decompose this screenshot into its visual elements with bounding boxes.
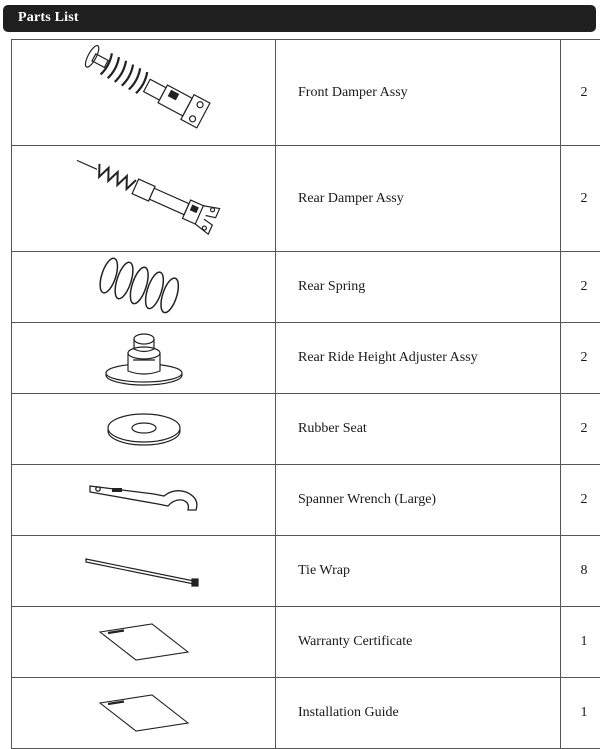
part-quantity: 1 [561,607,600,678]
part-quantity: 2 [561,252,600,323]
part-name: Front Damper Assy [276,40,561,146]
part-name: Rear Damper Assy [276,146,561,252]
spanner-wrench-icon [84,478,204,522]
part-quantity: 1 [561,678,600,749]
table-row [12,394,600,465]
part-image-cell [12,146,276,252]
rear-damper-icon [59,151,229,247]
section-title: Parts List [18,10,79,25]
front-damper-icon [59,45,229,141]
part-quantity: 2 [561,394,600,465]
rubber-seat-icon [104,409,184,449]
part-quantity: 2 [561,146,600,252]
part-image-cell [12,252,276,323]
part-quantity: 2 [561,465,600,536]
spring-icon [89,257,199,317]
parts-table [11,39,600,749]
section-header [3,5,596,32]
part-name: Spanner Wrench (Large) [276,465,561,536]
part-quantity: 8 [561,536,600,607]
part-quantity: 2 [561,323,600,394]
part-image-cell [12,394,276,465]
part-image-cell [12,607,276,678]
part-image-cell [12,465,276,536]
part-name: Rubber Seat [276,394,561,465]
part-image-cell [12,678,276,749]
table-row [12,40,600,146]
part-name: Rear Spring [276,252,561,323]
installation-guide-icon [94,691,194,735]
table-row [12,252,600,323]
table-row [12,465,600,536]
part-name: Warranty Certificate [276,607,561,678]
part-quantity: 2 [561,40,600,146]
part-name: Rear Ride Height Adjuster Assy [276,323,561,394]
ride-height-adjuster-icon [99,327,189,389]
table-row [12,323,600,394]
part-name: Tie Wrap [276,536,561,607]
table-row [12,146,600,252]
part-name: Installation Guide [276,678,561,749]
table-row [12,536,600,607]
part-image-cell [12,536,276,607]
part-image-cell [12,40,276,146]
table-row [12,607,600,678]
part-image-cell [12,323,276,394]
warranty-certificate-icon [94,620,194,664]
tie-wrap-icon [82,551,206,591]
table-row [12,678,600,749]
